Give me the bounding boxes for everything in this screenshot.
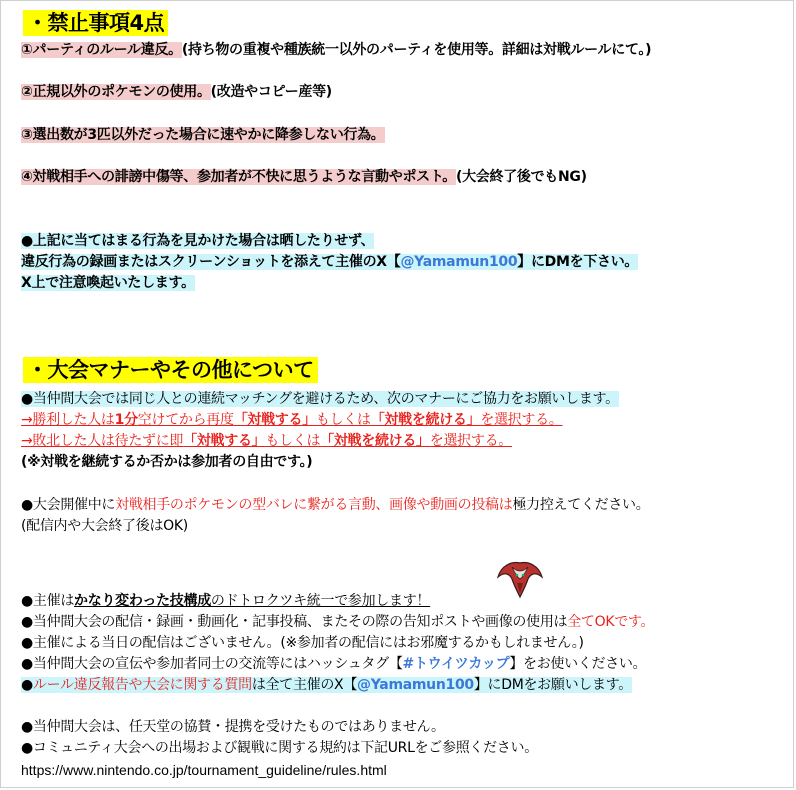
section-heading-manners: ・大会マナーやその他について — [23, 357, 318, 383]
guideline-url[interactable]: https://www.nintendo.co.jp/tournament_guideline/rules.html — [21, 762, 387, 778]
notice-line-2: 違反行為の録画またはスクリーンショットを添えて主催のX【@Yamamun100】にDMを下さい。 — [21, 254, 639, 270]
notice-line-3: X上で注意喚起いたします。 — [21, 275, 195, 291]
hashtag-line: ●当仲間大会の宣伝や参加者同士の交流等にはハッシュタグ【#トウイツカップ】をお使いください。 — [21, 656, 647, 672]
loser-rule: →敗北した人は待たずに即「対戦する」もしくは「対戦を続ける」を選択する。 — [21, 433, 512, 449]
rule-3: ③選出数が3匹以外だった場合に速やかに降参しない行為。 — [21, 127, 385, 143]
section-heading-prohibited: ・禁止事項4点 — [23, 10, 168, 36]
report-line: ●ルール違反報告や大会に関する質問は全て主催のX【@Yamamun100】にDMをお願いします。 — [21, 677, 632, 693]
hashtag-link[interactable]: #トウイツカップ — [402, 656, 510, 672]
x-handle-link-2[interactable]: @Yamamun100 — [357, 677, 474, 693]
host-no-stream: ●主催による当日の配信はございません。(※参加者の配信にはお邪魔するかもしれません。) — [21, 635, 584, 651]
rule-4: ④対戦相手への誹謗中傷等、参加者が不快に思うような言動やポスト。(大会終了後でもNG) — [21, 169, 587, 185]
disclaimer-guideline: ●コミュニティ大会への出場および観戦に関する規約は下記URLをご参照ください。 — [21, 740, 538, 756]
notice-line-1: ●上記に当てはまる行為を見かけた場合は晒したりせず、 — [21, 233, 375, 249]
disclaimer-nintendo: ●当仲間大会は、任天堂の協賛・提携を受けたものではありません。 — [21, 719, 445, 735]
continue-note: (※対戦を継続するか否かは参加者の自由です。) — [21, 454, 313, 470]
winner-rule: →勝利した人は1分空けてから再度「対戦する」もしくは「対戦を続ける」を選択する。 — [21, 412, 563, 428]
pokemon-sprite-icon — [495, 557, 545, 601]
manner-intro: ●当仲間大会では同じ人との連続マッチングを避けるため、次のマナーにご協力をお願いします。 — [21, 391, 619, 407]
rule-2: ②正規以外のポケモンの使用。(改造やコピー産等) — [21, 84, 332, 100]
host-entry: ●主催はかなり変わった技構成のドトロクツキ統一で参加します！ — [21, 593, 431, 609]
stream-ok: ●当仲間大会の配信・録画・動画化・記事投稿、またその際の告知ポストや画像の使用は全てOKです。 — [21, 614, 655, 630]
rule-1: ①パーティのルール違反。(持ち物の重複や種族統一以外のパーティを使用等。詳細は対戦ルールにて。) — [21, 42, 652, 58]
spoiler-rule: ●大会開催中に対戦相手のポケモンの型バレに繋がる言動、画像や動画の投稿は極力控えてください。 — [21, 497, 650, 513]
spoiler-exception: (配信内や大会終了後はOK) — [21, 518, 188, 534]
x-handle-link[interactable]: @Yamamun100 — [400, 254, 518, 270]
